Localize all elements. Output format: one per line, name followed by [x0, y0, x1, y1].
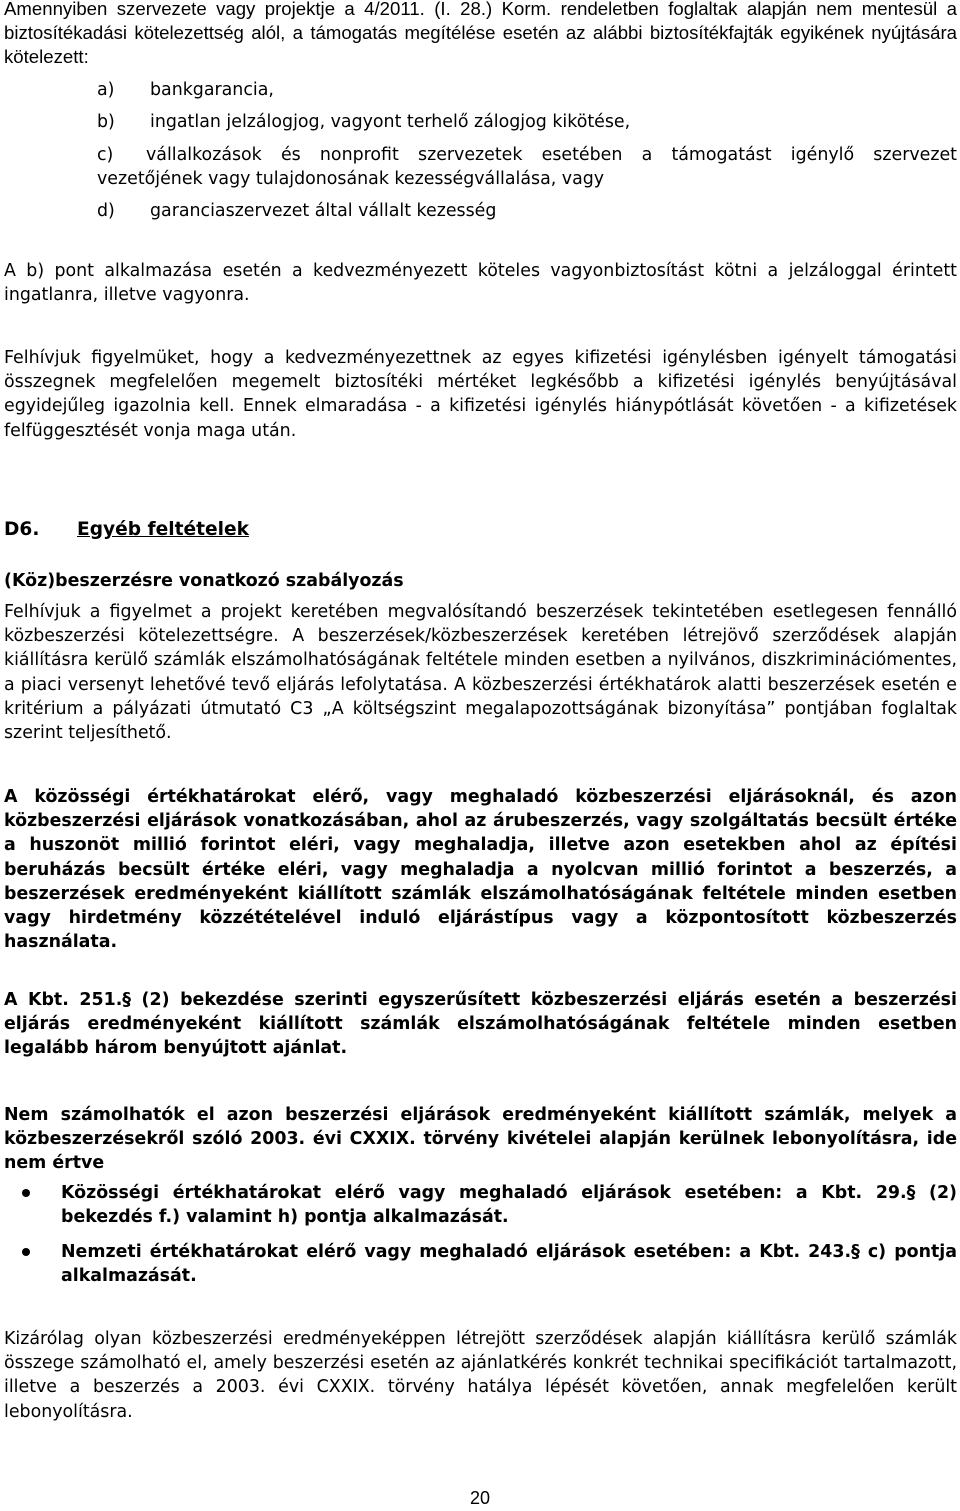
page-number: 20 — [469, 1488, 491, 1508]
bullet-icon — [22, 1189, 30, 1197]
list-item-label: d) — [97, 201, 115, 221]
bullet-item-text: Közösségi értékhatárokat elérő vagy meghaladó eljárások esetében: a Kbt. 29.§ (2) bekezdés f.) valamint h) pontja alkalmazását. — [61, 1183, 957, 1228]
list-item-text: ingatlan jelzálogjog, vagyont terhelő zálogjog kikötése, — [150, 112, 631, 132]
section-number: D6. — [4, 519, 40, 540]
bullet-icon — [22, 1248, 30, 1256]
bold-paragraph-exclusions: Nem számolhatók el azon beszerzési eljárások eredményeként kiállított számlák, melyek a közbeszerzésekről szóló 2003. évi CXXIX. törvény kivételei alapján kerülnek lebonyolításra, ide nem értve — [4, 1105, 957, 1174]
bullet-item-text: Nemzeti értékhatárokat elérő vagy meghaladó eljárások esetében: a Kbt. 243.§ c) pontja alkalmazását. — [61, 1242, 957, 1287]
paragraph-b-point: A b) pont alkalmazása esetén a kedvezményezett köteles vagyonbiztosítást kötni a jelzáloggal érintett ingatlanra, illetve vagyonra. — [4, 261, 957, 306]
intro-paragraph: Amennyiben szervezete vagy projektje a 4/2011. (I. 28.) Korm. rendeletben foglaltak alapján nem mentesül a biztosítékadási kötelezettség alól, a támogatás megítélése esetén az alábbi biztosítékfajták egyikének nyújtására kötelezett: — [4, 0, 957, 68]
list-item-text: vállalkozások és nonprofit szervezetek esetében a támogatást igénylő szervezet vezetőjének vagy tulajdonosának kezességvállalása, vagy — [97, 145, 957, 190]
paragraph-procurement: Felhívjuk a figyelmet a projekt keretében megvalósítandó beszerzések tekintetében esetlegesen fennálló közbeszerzési kötelezettségre. A beszerzések/közbeszerzések keretében létrejövő szerződések alapján kiállításra kerülő számlák elszámolhatóságának feltétele minden esetben a nyilvános, diszkriminációmentes, a piaci versenyt lehetővé tevő eljárás lefolytatása. A közbeszerzési értékhatárok alatti beszerzések esetén e kritérium a pályázati útmutató C3 „A költségszint megalapozottságának bizonyítása” pontjában foglaltak szerint teljesíthető. — [4, 602, 957, 744]
paragraph-final: Kizárólag olyan közbeszerzési eredményeképpen létrejött szerződések alapján kiállításra kerülő számlák összege számolható el, amely beszerzési esetén az ajánlatkérés konkrét technikai specifikációt tartalmazott, illetve a beszerzés a 2003. évi CXXIX. törvény hatálya lépését követően, annak megfelelően került lebonyolításra. — [4, 1329, 957, 1422]
bold-paragraph-thresholds: A közösségi értékhatárokat elérő, vagy meghaladó közbeszerzési eljárásoknál, és azon közbeszerzési eljárások vonatkozásában, ahol az árubeszerzés, vagy szolgáltatás becsült értéke a huszonöt millió forintot eléri, vagy meghaladja, illetve azon esetekben ahol az építési beruházás becsült értéke eléri, vagy meghaladja a nyolcvan millió forintot a beszerzés, a beszerzések eredményeként kiállított számlák elszámolhatóságának feltétele minden esetben vagy hirdetmény közzétételével induló eljárástípus vagy a központosított közbeszerzés használata. — [4, 787, 957, 953]
section-title: Egyéb feltételek — [77, 519, 249, 540]
paragraph-attention: Felhívjuk figyelmüket, hogy a kedvezményezettnek az egyes kifizetési igénylésben igényelt támogatási összegnek megfelelően megemelt biztosítéki mértéket legkésőbb a kifizetési igénylés benyújtásával egyidejűleg igazolnia kell. Ennek elmaradása - a kifizetési igénylés hiánypótlását követően - a kifizetések felfüggesztését vonja maga után. — [4, 348, 957, 441]
list-item-text: bankgarancia, — [150, 80, 274, 100]
list-item-label: c) — [97, 145, 114, 165]
section-heading — [4, 518, 249, 542]
bold-paragraph-simplified: A Kbt. 251.§ (2) bekezdése szerinti egyszerűsített közbeszerzési eljárás esetén a beszerzési eljárás eredményeként kiállított számlák elszámolhatóságának feltétele minden esetben legalább három benyújtott ajánlat. — [4, 990, 957, 1059]
list-item-label: b) — [97, 112, 115, 132]
list-item-text: garanciaszervezet által vállalt kezesség — [150, 201, 497, 221]
subheading: (Köz)beszerzésre vonatkozó szabályozás — [4, 571, 404, 591]
list-item-label: a) — [97, 80, 115, 100]
list-item — [97, 143, 957, 191]
